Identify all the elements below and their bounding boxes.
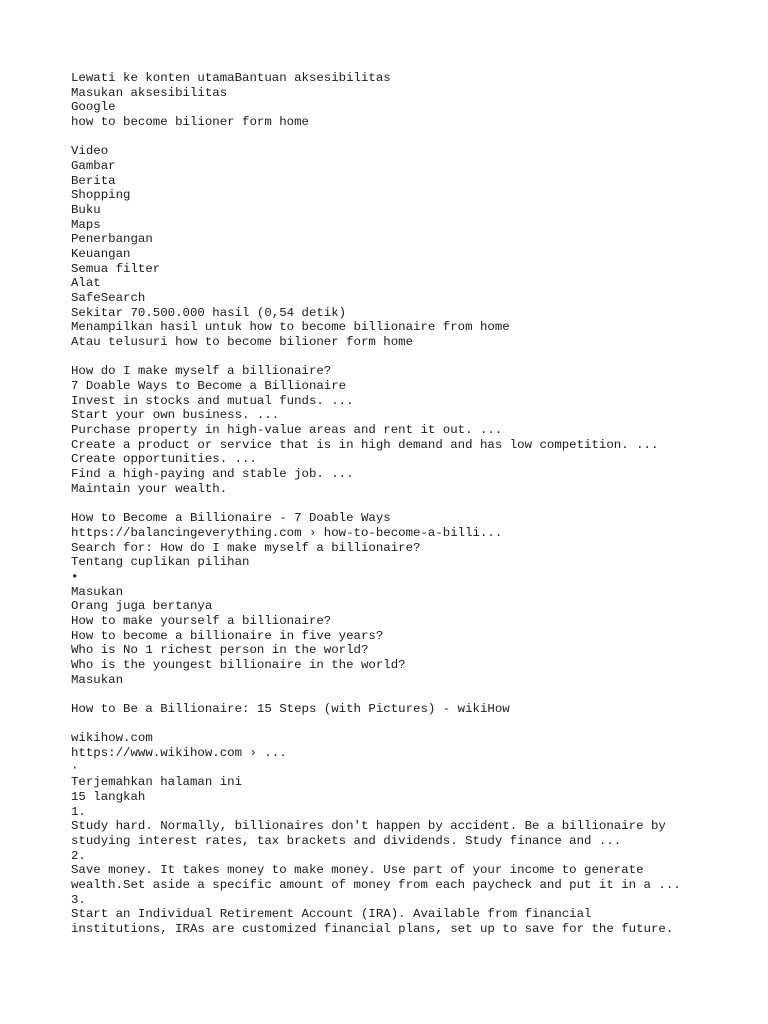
text-line: Gambar: [71, 159, 116, 174]
text-line: wealth.Set aside a specific amount of money from each paycheck and put it in a ...: [71, 877, 681, 892]
text-line: Sekitar 70.500.000 hasil (0,54 detik): [71, 305, 347, 320]
text-line: wikihow.com: [71, 731, 153, 746]
text-line: Masukan: [71, 584, 124, 599]
text-line: Create opportunities. ...: [71, 452, 257, 467]
text-line: Menampilkan hasil untuk how to become billionaire from home: [71, 320, 510, 335]
text-line: https://www.wikihow.com › ...: [71, 745, 287, 760]
text-line: Study hard. Normally, billionaires don't happen by accident. Be a billionaire by: [71, 819, 666, 834]
text-line: Who is the youngest billionaire in the world?: [71, 657, 406, 672]
text-line: Start an Individual Retirement Account (IRA). Available from financial: [71, 907, 592, 922]
text-line: studying interest rates, tax brackets and dividends. Study finance and ...: [71, 833, 622, 848]
text-line: 1.: [71, 804, 86, 819]
text-line: institutions, IRAs are customized financial plans, set up to save for the future.: [71, 921, 674, 936]
text-line: How to make yourself a billionaire?: [71, 613, 332, 628]
text-line: Tentang cuplikan pilihan: [71, 555, 250, 570]
text-line: 3.: [71, 892, 86, 907]
text-line: How to become a billionaire in five years?: [71, 628, 384, 643]
text-line: Lewati ke konten utamaBantuan aksesibilitas: [71, 71, 391, 85]
text-line: How to Become a Billionaire - 7 Doable Ways: [71, 511, 391, 526]
text-line: 15 langkah: [71, 789, 146, 804]
text-line: 7 Doable Ways to Become a Billionaire: [71, 379, 347, 394]
text-line: Invest in stocks and mutual funds. ...: [71, 393, 354, 408]
text-line: Terjemahkan halaman ini: [71, 775, 243, 790]
text-line: Purchase property in high-value areas and rent it out. ...: [71, 423, 503, 438]
text-line: SafeSearch: [71, 291, 146, 306]
text-line: https://balancingeverything.com › how-to-become-a-billi...: [71, 525, 503, 540]
document-text: [71, 71, 751, 937]
text-line: Save money. It takes money to make money. Use part of your income to generate: [71, 863, 644, 878]
text-line: Start your own business. ...: [71, 408, 280, 423]
text-line: Semua filter: [71, 261, 161, 276]
text-line: Find a high-paying and stable job. ...: [71, 467, 354, 482]
text-line: Masukan: [71, 672, 124, 687]
text-line: Alat: [71, 276, 101, 291]
blank-line: [71, 130, 751, 145]
text-line: Who is No 1 richest person in the world?: [71, 643, 369, 658]
text-line: Berita: [71, 173, 116, 188]
text-line: Google: [71, 100, 116, 115]
text-line: Keuangan: [71, 247, 131, 262]
text-line: Masukan aksesibilitas: [71, 85, 228, 100]
text-line: Video: [71, 144, 109, 159]
blank-line: [71, 350, 751, 365]
text-line: How to Be a Billionaire: 15 Steps (with Pictures) - wikiHow: [71, 701, 510, 716]
text-line: Buku: [71, 203, 101, 218]
text-line: ·: [71, 760, 79, 775]
text-line: •: [71, 569, 79, 584]
text-line: Maps: [71, 217, 101, 232]
text-line: how to become bilioner form home: [71, 115, 309, 130]
text-line: Maintain your wealth.: [71, 481, 228, 496]
text-line: Search for: How do I make myself a billionaire?: [71, 540, 421, 555]
blank-line: [71, 496, 751, 511]
blank-line: [71, 717, 751, 732]
text-line: Orang juga bertanya: [71, 599, 213, 614]
text-line: How do I make myself a billionaire?: [71, 364, 332, 379]
blank-line: [71, 687, 751, 702]
text-line: 2.: [71, 848, 86, 863]
text-line: Create a product or service that is in high demand and has low competition. ...: [71, 437, 659, 452]
text-line: Shopping: [71, 188, 131, 203]
text-line: Atau telusuri how to become bilioner form home: [71, 335, 414, 350]
text-line: Penerbangan: [71, 232, 153, 247]
